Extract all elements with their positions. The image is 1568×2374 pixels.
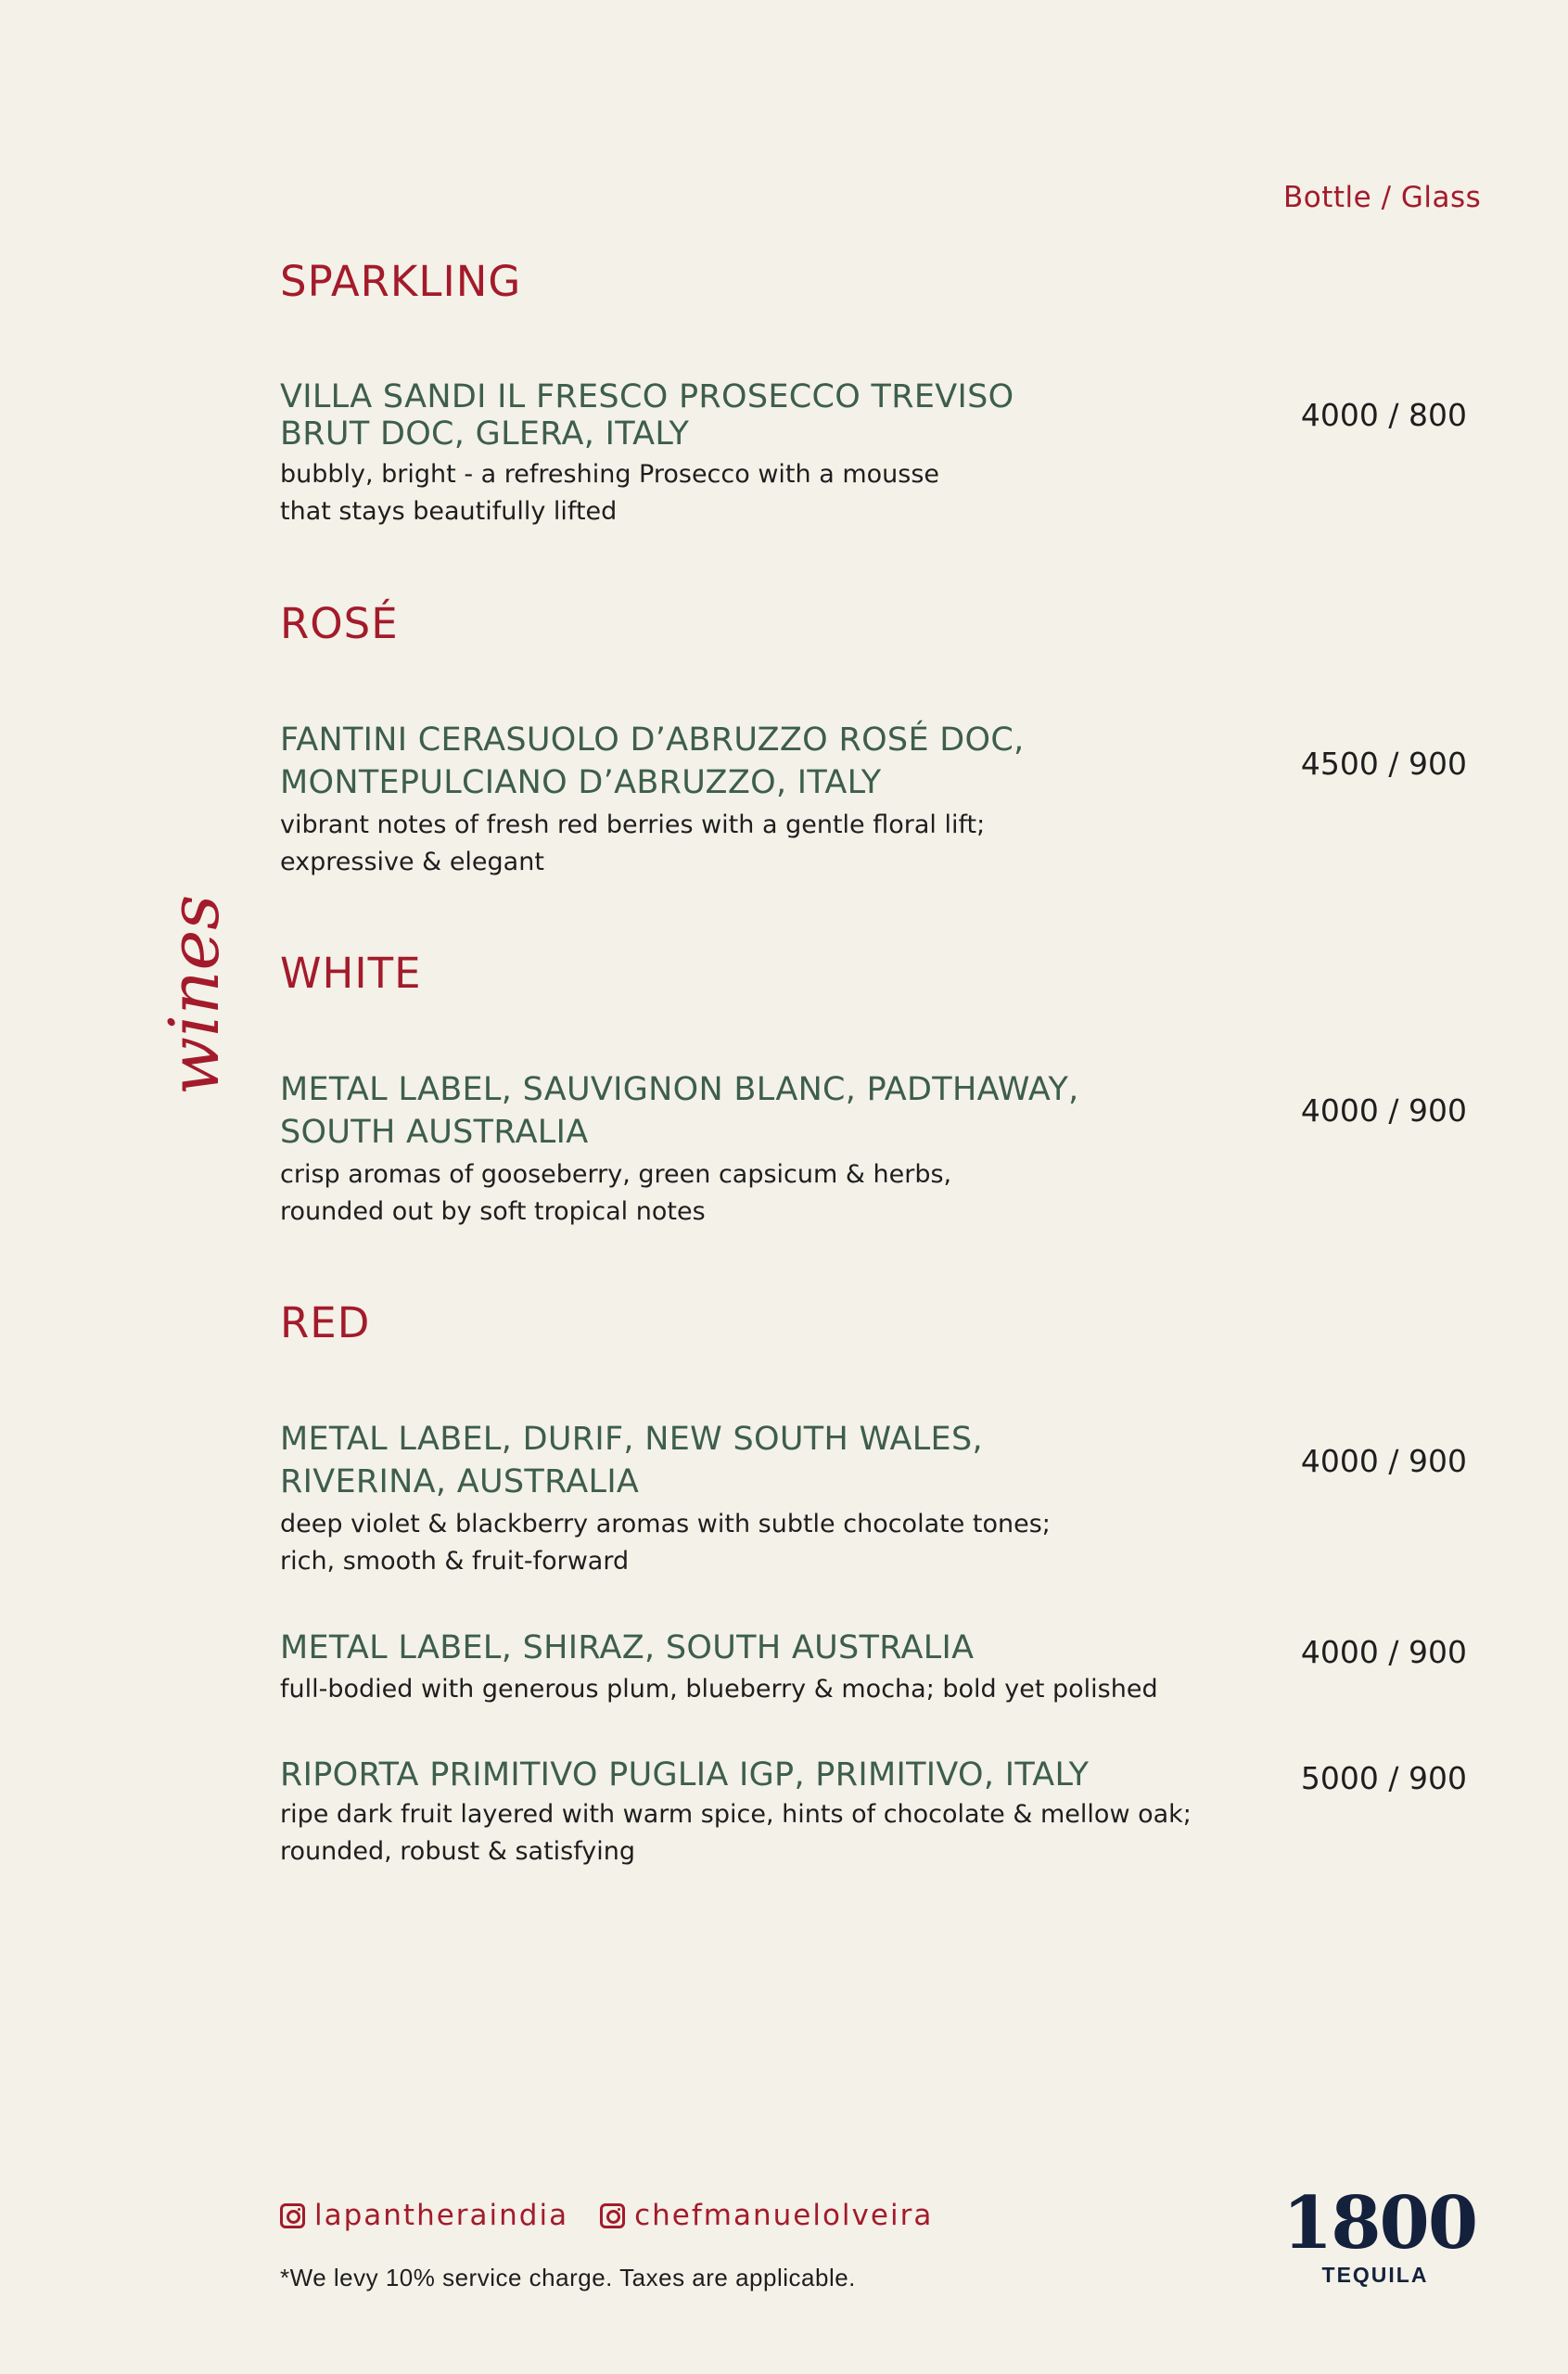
brand-number: 1800: [1282, 2181, 1477, 2266]
brand-logo-1800-tequila: [1282, 2181, 1477, 2288]
wine-price: 4000 / 900: [1300, 1092, 1467, 1129]
social-link-chefmanuelolveira[interactable]: [600, 2199, 933, 2232]
wine-description: ripe dark fruit layered with warm spice, hints of chocolate & mellow oak; rounded, robust & satisfying: [280, 1800, 1192, 1866]
wine-description: vibrant notes of fresh red berries with a gentle floral lift; expressive & elegant: [280, 810, 986, 876]
section-title-red: RED: [280, 1298, 371, 1347]
section-title-white: WHITE: [280, 949, 422, 998]
wine-name: METAL LABEL, SHIRAZ, SOUTH AUSTRALIA: [280, 1629, 975, 1666]
wine-price: 5000 / 900: [1300, 1760, 1467, 1796]
wine-name: FANTINI CERASUOLO D’ABRUZZO ROSÉ DOC, MONTEPULCIANO D’ABRUZZO, ITALY: [280, 721, 1025, 801]
wine-price: 4000 / 900: [1300, 1443, 1467, 1479]
instagram-icon: [280, 2203, 305, 2228]
brand-subtitle: TEQUILA: [1321, 2263, 1429, 2287]
service-charge-note: *We levy 10% service charge. Taxes are applicable.: [280, 2264, 856, 2291]
price-column-header: Bottle / Glass: [1283, 181, 1482, 214]
wine-price: 4000 / 800: [1300, 397, 1467, 433]
social-links: [280, 2199, 933, 2232]
wine-description: full-bodied with generous plum, blueberry & mocha; bold yet polished: [280, 1675, 1158, 1704]
section-title-rose: ROSÉ: [280, 599, 399, 648]
wine-price: 4500 / 900: [1300, 746, 1467, 782]
wine-description: bubbly, bright - a refreshing Prosecco with a mousse that stays beautifully lifted: [280, 460, 940, 526]
social-handle: chefmanuelolveira: [634, 2199, 934, 2232]
wines-side-label: wines: [155, 894, 235, 1096]
wine-name: VILLA SANDI IL FRESCO PROSECCO TREVISO BRUT DOC, GLERA, ITALY: [280, 378, 1014, 453]
wine-name: RIPORTA PRIMITIVO PUGLIA IGP, PRIMITIVO, ITALY: [280, 1756, 1090, 1793]
instagram-icon: [600, 2203, 625, 2228]
wine-description: deep violet & blackberry aromas with subtle chocolate tones; rich, smooth & fruit-forward: [280, 1510, 1051, 1576]
wine-price: 4000 / 900: [1300, 1634, 1467, 1670]
section-title-sparkling: SPARKLING: [280, 257, 522, 306]
social-handle: lapantheraindia: [314, 2199, 569, 2232]
wine-description: crisp aromas of gooseberry, green capsicum & herbs, rounded out by soft tropical notes: [280, 1160, 952, 1226]
wine-name: METAL LABEL, SAUVIGNON BLANC, PADTHAWAY, SOUTH AUSTRALIA: [280, 1071, 1079, 1151]
wine-name: METAL LABEL, DURIF, NEW SOUTH WALES, RIVERINA, AUSTRALIA: [280, 1421, 983, 1500]
social-link-lapantheraindia[interactable]: [280, 2199, 568, 2232]
